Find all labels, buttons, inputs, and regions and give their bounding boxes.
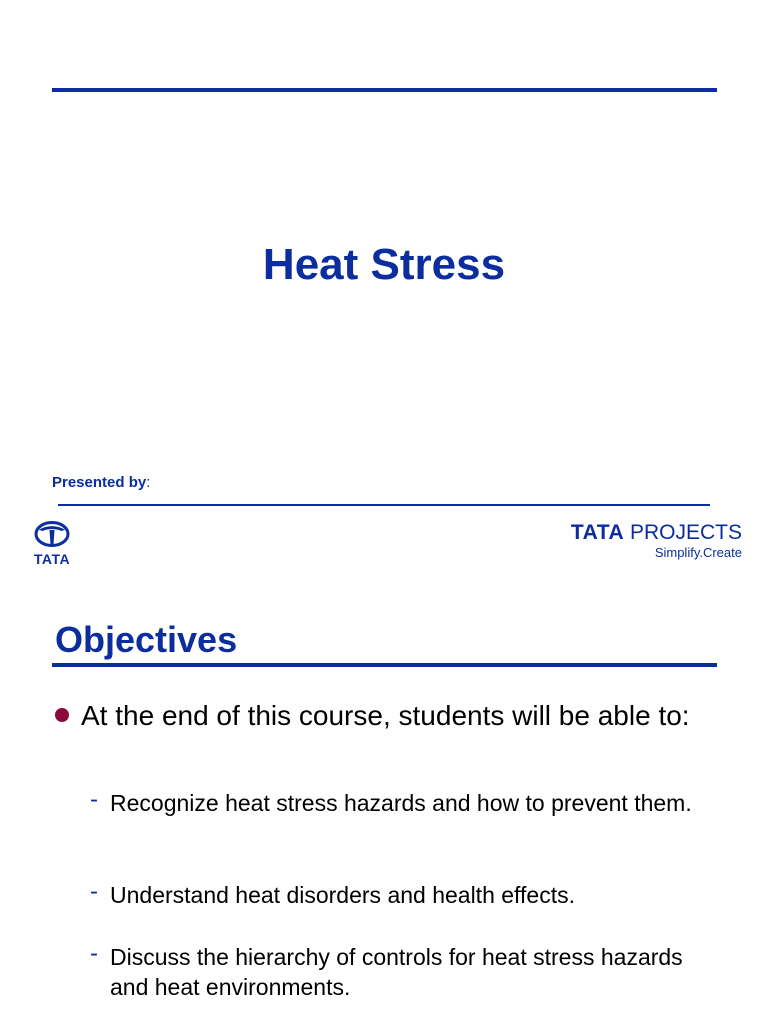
tata-logo <box>30 521 74 566</box>
sub-item-text: Recognize heat stress hazards and how to prevent them. <box>110 790 692 816</box>
tata-emblem-icon <box>30 521 74 547</box>
dash-marker: - <box>90 786 98 813</box>
main-bullet <box>55 698 715 733</box>
dash-marker: - <box>90 878 98 905</box>
slide-title: Heat Stress <box>262 240 506 289</box>
sub-item <box>90 788 710 818</box>
bullet-dot-icon <box>55 708 69 722</box>
presented-by <box>52 474 150 491</box>
tata-projects-brand <box>571 521 742 561</box>
presenter-divider <box>58 504 710 506</box>
brand-name-rest: PROJECTS <box>624 521 742 544</box>
objectives-slide <box>0 580 768 1024</box>
brand-name-bold: TATA <box>570 521 625 544</box>
sub-item <box>90 942 710 1002</box>
dash-marker: - <box>90 940 98 967</box>
brand-name <box>571 521 742 545</box>
presented-by-colon: : <box>146 474 151 491</box>
sub-item-text: Understand heat disorders and health effects. <box>110 882 575 908</box>
objectives-title: Objectives <box>55 619 238 660</box>
sub-item <box>90 880 710 910</box>
presented-by-label: Presented by <box>52 474 147 491</box>
brand-tagline: Simplify.Create <box>654 545 742 560</box>
tata-logo-text: TATA <box>33 551 71 567</box>
top-divider <box>52 88 717 92</box>
main-bullet-text: At the end of this course, students will be able to: <box>81 700 690 731</box>
sub-item-text: Discuss the hierarchy of controls for heat stress hazards and heat environments. <box>110 944 683 1000</box>
objectives-divider <box>52 663 717 667</box>
